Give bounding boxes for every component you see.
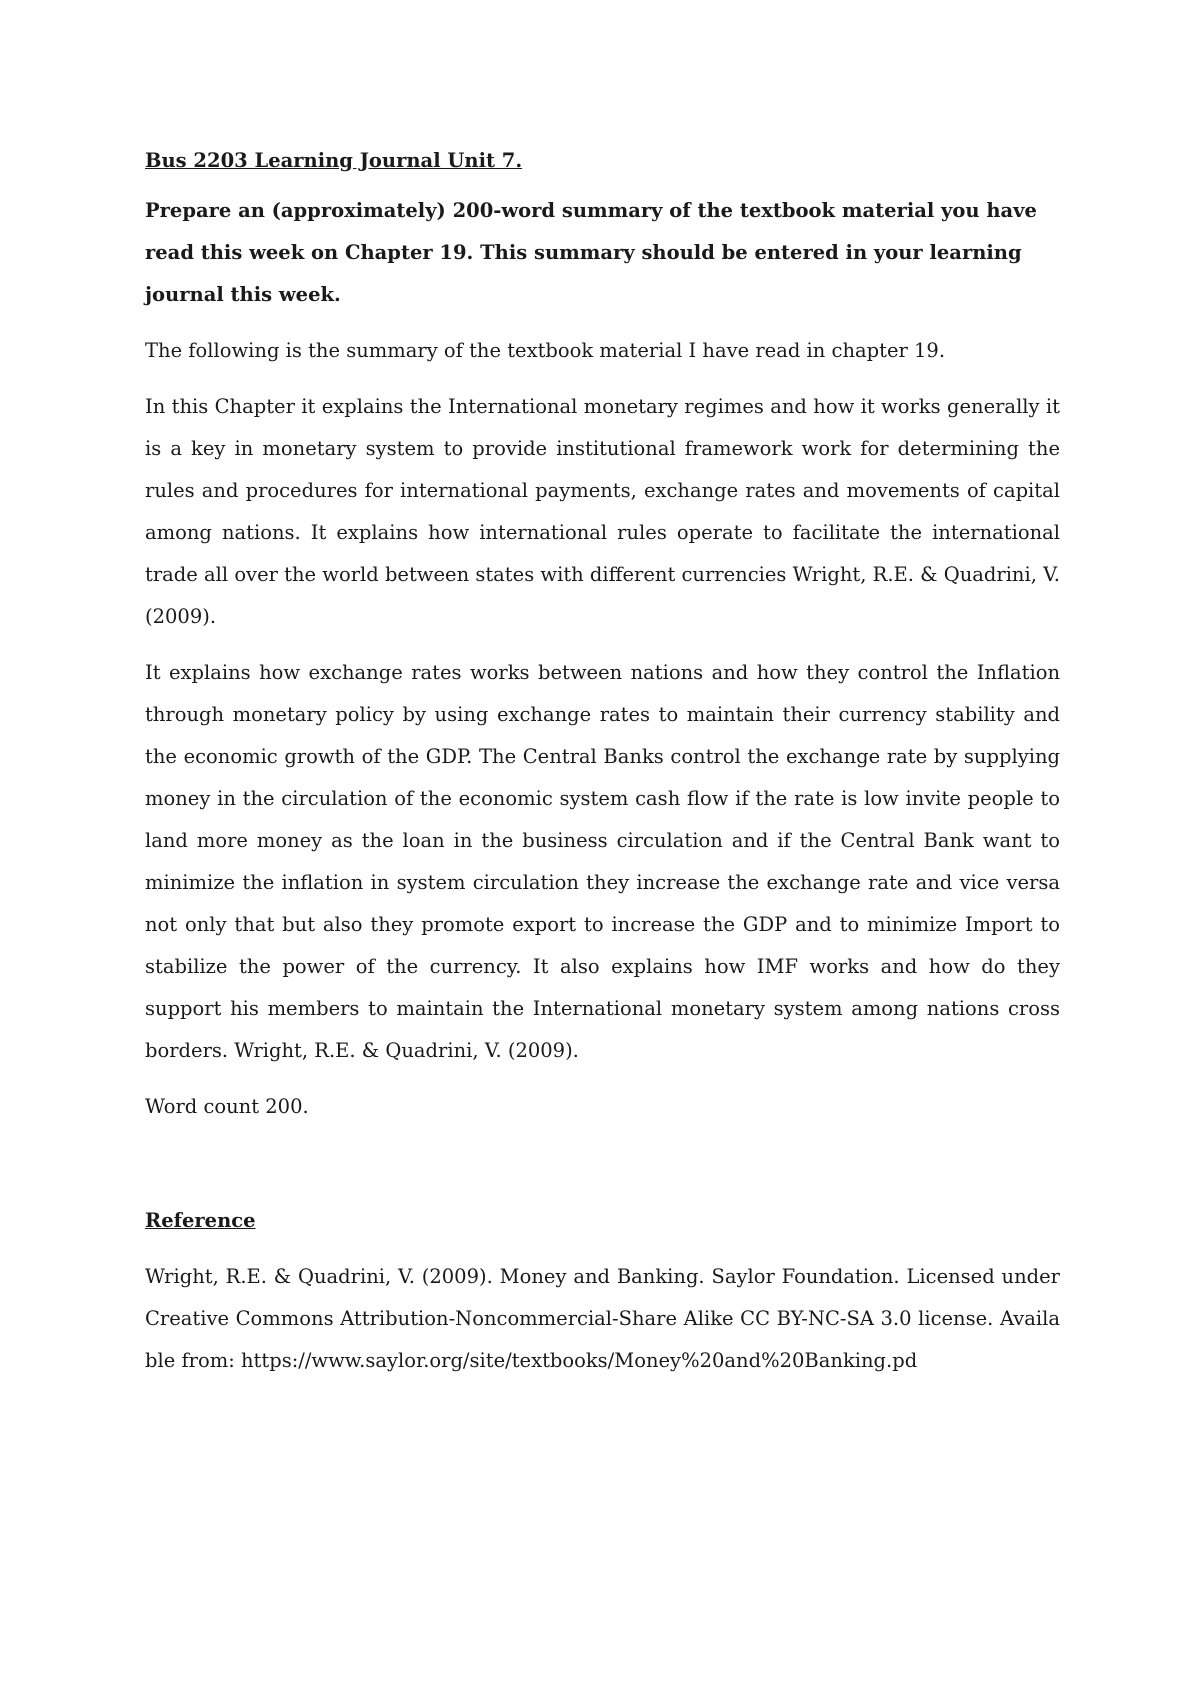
summary-paragraph-2: It explains how exchange rates works between nations and how they control the Inflation through monetary policy by using exchange rates to maintain their currency stability and the economic growth of the GDP. The Central Banks control the exchange rate by supplying money in the circulation of the economic system cash flow if the rate is low invite people to land more money as the loan in the business circulation and if the Central Bank want to minimize the inflation in system circulation they increase the exchange rate and vice versa not only that but also they promote export to increase the GDP and to minimize Import to stabilize the power of the currency. It also explains how IMF works and how do they support his members to maintain the International monetary system among nations cross borders. Wright, R.E. & Quadrini, V. (2009).: [145, 661, 1060, 1062]
document-body: [145, 146, 1060, 1396]
summary-intro: The following is the summary of the textbook material I have read in chapter 19.: [145, 339, 946, 362]
document-title: Bus 2203 Learning Journal Unit 7.: [145, 149, 523, 172]
summary-paragraph-1: In this Chapter it explains the International monetary regimes and how it works generally it is a key in monetary system to provide institutional framework work for determining the rules and procedures for international payments, exchange rates and movements of capital among nations. It explains how international rules operate to facilitate the international trade all over the world between states with different currencies Wright, R.E. & Quadrini, V. (2009).: [145, 395, 1060, 628]
assignment-prompt: Prepare an (approximately) 200-word summary of the textbook material you have read this week on Chapter 19. This summary should be entered in your learning journal this week.: [145, 199, 1037, 306]
reference-entry: Wright, R.E. & Quadrini, V. (2009). Money and Banking. Saylor Foundation. Licensed under Creative Commons Attribution-Noncommercial-Share Alike CC BY-NC-SA 3.0 license. Available from: https://www.saylor.org/site/textbooks/Money%20and%20Banking.pd: [145, 1265, 1060, 1372]
reference-heading: Reference: [145, 1209, 256, 1232]
word-count: Word count 200.: [145, 1095, 309, 1118]
